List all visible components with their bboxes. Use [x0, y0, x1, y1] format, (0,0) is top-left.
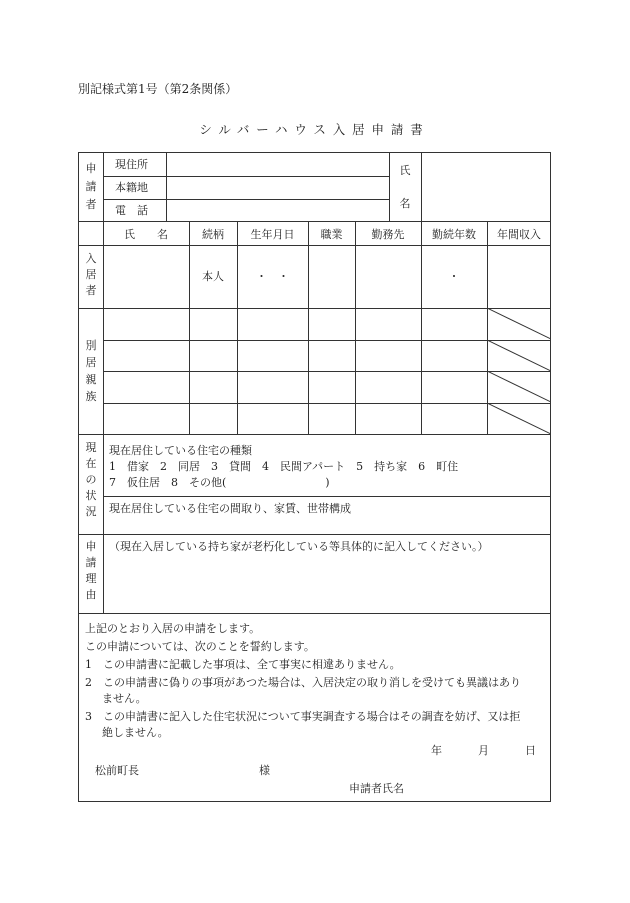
- divider: [237, 221, 238, 434]
- address-label: 現住所: [115, 158, 148, 171]
- resident-section-label: 入 居 者: [85, 252, 97, 297]
- reason-section-label: 申 請 理 由: [85, 540, 97, 601]
- divider: [79, 613, 550, 614]
- phone-field[interactable]: [167, 200, 389, 221]
- divider: [421, 221, 422, 434]
- divider: [308, 221, 309, 434]
- honorific: 様: [259, 764, 270, 777]
- header-tenure: 勤続年数: [432, 228, 476, 241]
- divider: [189, 221, 190, 434]
- divider: [103, 496, 550, 497]
- divider: [79, 308, 550, 309]
- declaration-line2: この申請については、次のことを誓約します。: [85, 640, 315, 653]
- domicile-field[interactable]: [167, 177, 389, 199]
- divider: [355, 221, 356, 434]
- signature-field[interactable]: [413, 779, 543, 797]
- applicant-section-label: 申 請 者: [85, 162, 97, 211]
- header-name: 氏 名: [124, 228, 168, 241]
- housing-type-heading: 現在居住している住宅の種類: [109, 444, 252, 457]
- declaration-item3-cont: 絶しません。: [102, 726, 169, 739]
- header-workplace: 勤務先: [371, 228, 405, 241]
- applicant-name-label: 氏 名: [399, 164, 411, 210]
- resident-birthdate-field[interactable]: ・ ・: [256, 270, 289, 283]
- housing-section-label: 現 在 の 状 況: [85, 441, 97, 518]
- header-occupation: 職業: [320, 228, 343, 241]
- applicant-name-field[interactable]: [422, 153, 550, 221]
- divider: [79, 534, 550, 535]
- signature-label: 申請者氏名: [349, 782, 404, 795]
- resident-tenure-field[interactable]: ・: [448, 270, 460, 283]
- housing-type-options: 1 借家 2 同居 3 貸間 4 民間アパート 5 持ち家 6 町住: [109, 460, 459, 473]
- declaration-item3: 3 この申請書に記入した住宅状況について事実調査する場合はその調査を妨げ、又は拒: [85, 710, 521, 723]
- header-income: 年間収入: [497, 228, 541, 241]
- date-year: 年: [431, 744, 442, 757]
- crossed-cell: [487, 340, 551, 371]
- form-code: 別記様式第1号（第2条関係）: [78, 82, 238, 96]
- divider: [103, 371, 550, 372]
- divider: [103, 403, 550, 404]
- application-form: [78, 152, 551, 802]
- address-field[interactable]: [167, 153, 389, 176]
- header-relation: 続柄: [202, 228, 224, 241]
- divider: [79, 434, 550, 435]
- date-day: 日: [525, 744, 536, 757]
- date-month: 月: [478, 744, 489, 757]
- phone-label: 電 話: [115, 204, 148, 217]
- reason-instruction: （現在入居している持ち家が老朽化している等具体的に記入してください。）: [109, 540, 489, 553]
- relatives-section-label: 別 居 親 族: [85, 339, 97, 403]
- crossed-cell: [487, 403, 551, 434]
- document-title: シルバーハウス入居申請書: [199, 122, 430, 137]
- divider: [103, 340, 550, 341]
- domicile-label: 本籍地: [115, 181, 148, 194]
- resident-relation: 本人: [202, 270, 224, 283]
- reason-field[interactable]: [109, 557, 545, 609]
- divider: [79, 221, 550, 222]
- declaration-item1: 1 この申請書に記載した事項は、全て事実に相違ありません。: [85, 658, 401, 671]
- divider: [79, 245, 550, 246]
- header-birthdate: 生年月日: [250, 228, 295, 241]
- declaration-item2-cont: ません。: [102, 692, 147, 705]
- addressee: 松前町長: [95, 764, 139, 777]
- housing-type-other: 7 仮住居 8 その他( ): [109, 476, 330, 489]
- housing-layout-heading: 現在居住している住宅の間取り、家賃、世帯構成: [109, 502, 351, 515]
- crossed-cell: [487, 308, 551, 339]
- divider: [103, 153, 104, 613]
- declaration-item2: 2 この申請書に偽りの事項があつた場合は、入居決定の取り消しを受けても異議はあり: [85, 676, 521, 689]
- declaration-line1: 上記のとおり入居の申請をします。: [85, 622, 261, 635]
- crossed-cell: [487, 371, 551, 402]
